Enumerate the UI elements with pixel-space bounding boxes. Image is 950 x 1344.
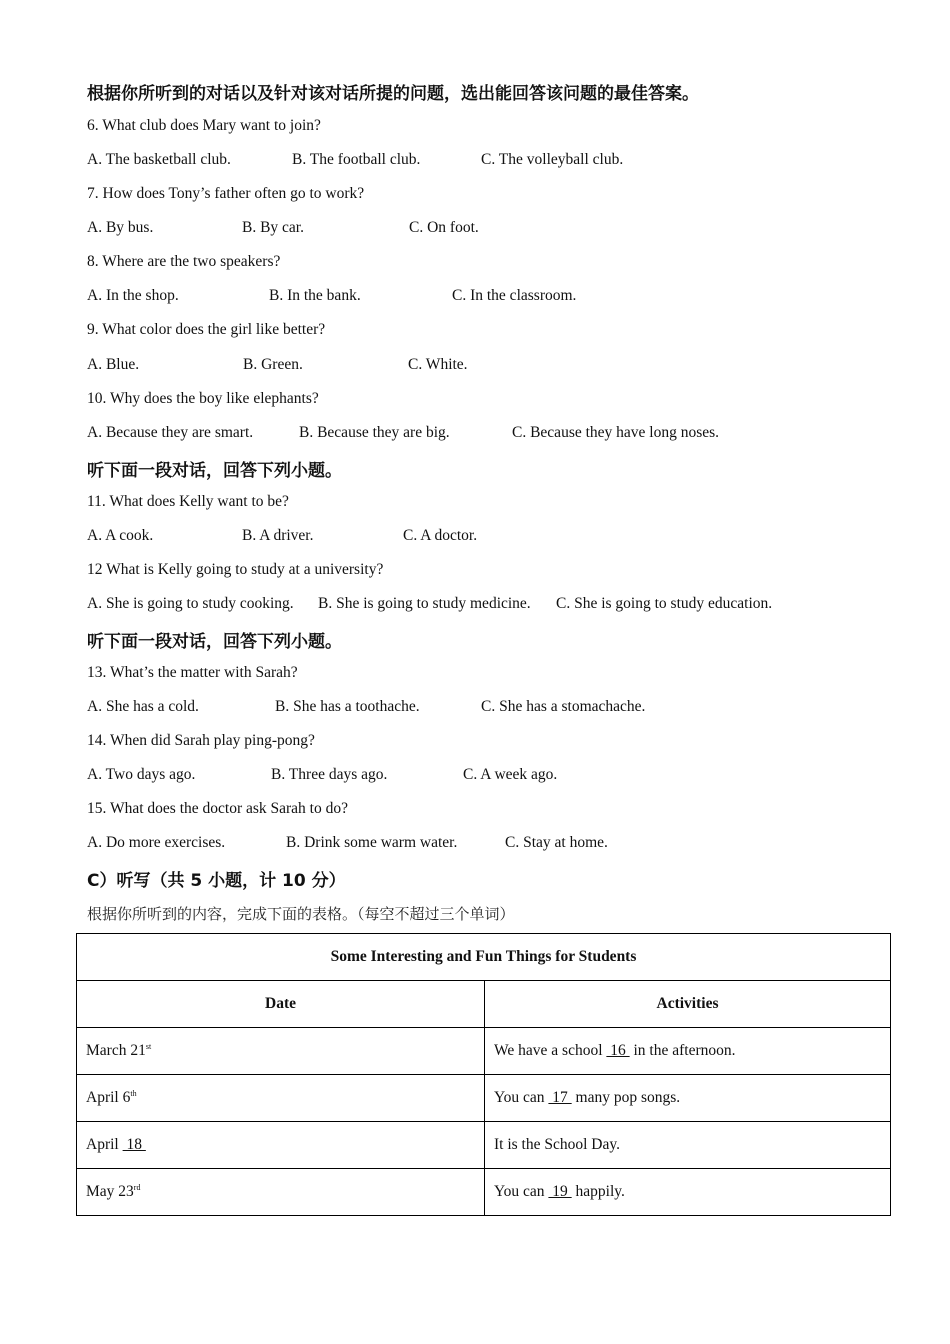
table-row (77, 1122, 891, 1169)
option-9a: A. Blue. (87, 356, 140, 373)
activity-text: We have a school (494, 1042, 607, 1059)
activity-text: You can (494, 1089, 549, 1106)
option-13a: A. She has a cold. (87, 698, 199, 715)
section-c-instruction: 根据你所听到的内容，完成下面的表格。（每空不超过三个单词） (87, 905, 515, 923)
blank-16[interactable]: 16 (606, 1042, 630, 1059)
option-15a: A. Do more exercises. (87, 834, 226, 851)
dictation-table (76, 933, 891, 1216)
question-6: 6. What club does Mary want to join? (87, 117, 321, 134)
section-instruction: 根据你所听到的对话以及针对该对话所提的问题，选出能回答该问题的最佳答案。 (87, 84, 699, 104)
question-14: 14. When did Sarah play ping-pong? (87, 732, 315, 749)
table-header-row (77, 981, 891, 1028)
option-11a: A. A cook. (87, 527, 154, 544)
dialog-heading: 听下面一段对话，回答下列小题。 (87, 461, 342, 481)
option-8b: B. In the bank. (269, 287, 361, 304)
activity-text: many pop songs. (571, 1089, 681, 1106)
date-cell (77, 1122, 485, 1169)
activity-cell (485, 1075, 891, 1122)
option-7c: C. On foot. (409, 219, 479, 236)
table-row (77, 1075, 891, 1122)
table-row (77, 1028, 891, 1075)
column-header-activities: Activities (485, 981, 891, 1028)
option-6a: A. The basketball club. (87, 151, 231, 168)
option-9c: C. White. (408, 356, 468, 373)
question-7: 7. How does Tony’s father often go to work? (87, 185, 365, 202)
date-cell (77, 1169, 485, 1216)
blank-18[interactable]: 18 (122, 1136, 146, 1153)
option-12a: A. She is going to study cooking. (87, 595, 294, 612)
option-13b: B. She has a toothache. (275, 698, 420, 715)
question-15: 15. What does the doctor ask Sarah to do? (87, 800, 348, 817)
question-12: 12 What is Kelly going to study at a university? (87, 561, 384, 578)
table-title: Some Interesting and Fun Things for Students (77, 934, 891, 981)
date-text: May 23 (86, 1183, 134, 1200)
question-8: 8. Where are the two speakers? (87, 253, 281, 270)
question-10: 10. Why does the boy like elephants? (87, 390, 319, 407)
option-9b: B. Green. (243, 356, 303, 373)
date-suffix: st (145, 1042, 152, 1051)
activity-cell (485, 1169, 891, 1216)
option-10a: A. Because they are smart. (87, 424, 254, 441)
option-11b: B. A driver. (242, 527, 314, 544)
question-11: 11. What does Kelly want to be? (87, 493, 289, 510)
option-8a: A. In the shop. (87, 287, 179, 304)
option-11c: C. A doctor. (403, 527, 478, 544)
option-10c: C. Because they have long noses. (512, 424, 720, 441)
activity-cell (485, 1028, 891, 1075)
date-text: April (86, 1136, 123, 1153)
dialog-heading: 听下面一段对话，回答下列小题。 (87, 632, 342, 652)
date-text: March 21 (86, 1042, 146, 1059)
table-title-row (77, 934, 891, 981)
option-12c: C. She is going to study education. (556, 595, 773, 612)
option-7b: B. By car. (242, 219, 304, 236)
activity-cell (485, 1122, 891, 1169)
question-13: 13. What’s the matter with Sarah? (87, 664, 298, 681)
activity-text: in the afternoon. (629, 1042, 736, 1059)
option-6c: C. The volleyball club. (481, 151, 624, 168)
blank-17[interactable]: 17 (548, 1089, 572, 1106)
option-15b: B. Drink some warm water. (286, 834, 458, 851)
option-14c: C. A week ago. (463, 766, 558, 783)
date-suffix: rd (133, 1183, 141, 1192)
option-7a: A. By bus. (87, 219, 154, 236)
date-suffix: th (130, 1089, 137, 1098)
option-13c: C. She has a stomachache. (481, 698, 646, 715)
option-15c: C. Stay at home. (505, 834, 608, 851)
option-6b: B. The football club. (292, 151, 421, 168)
activity-text: It is the School Day. (494, 1136, 620, 1153)
date-cell (77, 1075, 485, 1122)
option-14a: A. Two days ago. (87, 766, 196, 783)
column-header-date: Date (77, 981, 485, 1028)
option-10b: B. Because they are big. (299, 424, 450, 441)
option-8c: C. In the classroom. (452, 287, 577, 304)
table-row (77, 1169, 891, 1216)
blank-19[interactable]: 19 (548, 1183, 572, 1200)
activity-text: happily. (571, 1183, 625, 1200)
option-12b: B. She is going to study medicine. (318, 595, 531, 612)
date-text: April 6 (86, 1089, 131, 1106)
date-cell (77, 1028, 485, 1075)
section-c-title: C）听写（共 5 小题，计 10 分） (87, 871, 346, 891)
option-14b: B. Three days ago. (271, 766, 388, 783)
activity-text: You can (494, 1183, 549, 1200)
question-9: 9. What color does the girl like better? (87, 321, 326, 338)
